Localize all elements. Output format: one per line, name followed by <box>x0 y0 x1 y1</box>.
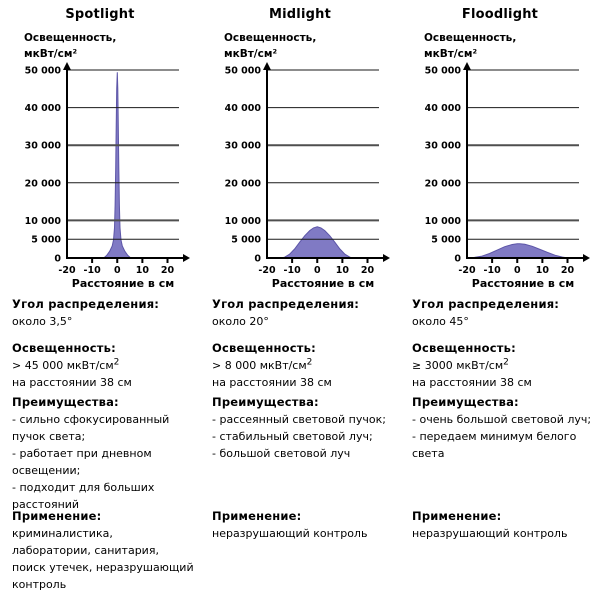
advantages-section <box>12 394 194 513</box>
y-tick-label-40000: 40 000 <box>24 103 61 115</box>
illuminance-value <box>212 357 394 374</box>
x-tick-label-10: 10 <box>135 265 149 276</box>
illuminance-heading: Освещенность: <box>212 341 316 355</box>
y-axis-arrowhead <box>463 62 471 70</box>
illuminance-distance: на расстоянии 38 см <box>12 376 132 389</box>
illuminance-section <box>412 340 594 391</box>
angle-heading: Угол распределения: <box>212 297 360 311</box>
angle-section <box>412 296 594 330</box>
advantage-item: - подходит для больших расстояний <box>12 481 155 511</box>
y-tick-label-30000: 30 000 <box>424 140 461 152</box>
advantages-heading: Преимущества: <box>212 395 319 409</box>
x-tick-label--10: -10 <box>483 265 501 276</box>
y-axis-label <box>224 30 316 62</box>
application-section <box>212 508 394 542</box>
chart-title-midlight: Midlight <box>269 7 331 22</box>
x-tick-label-10: 10 <box>535 265 549 276</box>
x-axis-title: Расстояние в см <box>71 277 175 290</box>
application-text: криминалистика, лаборатории, санитария, поиск утечек, неразрушающий контроль <box>12 527 194 591</box>
application-text: неразрушающий контроль <box>212 527 368 540</box>
y-tick-label-0: 0 <box>54 253 61 265</box>
illuminance-section <box>12 340 194 391</box>
y-axis-arrowhead <box>263 62 271 70</box>
y-tick-label-50000: 50 000 <box>224 65 261 77</box>
application-heading: Применение: <box>412 509 502 523</box>
illuminance-superscript: 2 <box>113 357 120 368</box>
x-tick-label-0: 0 <box>113 265 121 276</box>
beam-profile-area <box>468 244 568 258</box>
floodlight-beam-chart <box>400 60 600 292</box>
illuminance-value <box>412 357 594 374</box>
application-heading: Применение: <box>212 509 302 523</box>
application-heading: Применение: <box>12 509 102 523</box>
x-tick-label--20: -20 <box>458 265 476 276</box>
column-floodlight <box>400 0 600 591</box>
application-text: неразрушающий контроль <box>412 527 568 540</box>
y-tick-label-20000: 20 000 <box>224 178 261 190</box>
advantages-heading: Преимущества: <box>12 395 119 409</box>
x-tick-label--20: -20 <box>58 265 76 276</box>
y-tick-label-50000: 50 000 <box>24 65 61 77</box>
angle-section <box>12 296 194 330</box>
y-tick-label-30000: 30 000 <box>224 140 261 152</box>
x-tick-label--10: -10 <box>83 265 101 276</box>
beam-profile-area <box>281 227 354 258</box>
y-axis-label <box>24 30 116 62</box>
x-tick-label--20: -20 <box>258 265 276 276</box>
spotlight-beam-chart <box>0 60 200 292</box>
x-axis-arrowhead <box>583 254 590 262</box>
advantage-item: - стабильный световой луч; <box>212 430 373 443</box>
y-tick-label-10000: 10 000 <box>24 215 61 227</box>
angle-value: около 45° <box>412 315 469 328</box>
column-midlight <box>200 0 400 591</box>
x-axis-title: Расстояние в см <box>271 277 375 290</box>
advantages-section <box>212 394 394 462</box>
illuminance-value-text: > 45 000 мкВт/см <box>12 359 114 372</box>
x-tick-label-20: 20 <box>560 265 575 276</box>
advantage-item: - передаем минимум белого света <box>412 430 577 460</box>
advantages-heading: Преимущества: <box>412 395 519 409</box>
y-tick-label-5000: 5 000 <box>231 234 261 246</box>
y-tick-label-40000: 40 000 <box>424 103 461 115</box>
x-tick-label-0: 0 <box>513 265 521 276</box>
y-axis-label-line2: мкВт/см² <box>224 48 278 60</box>
x-axis-arrowhead <box>383 254 390 262</box>
illuminance-distance: на расстоянии 38 см <box>412 376 532 389</box>
y-tick-label-30000: 30 000 <box>24 140 61 152</box>
y-axis-label <box>424 30 516 62</box>
illuminance-heading: Освещенность: <box>412 341 516 355</box>
x-tick-label--10: -10 <box>283 265 301 276</box>
beam-profile-area <box>104 72 131 258</box>
y-tick-label-20000: 20 000 <box>24 178 61 190</box>
column-spotlight <box>0 0 200 591</box>
x-tick-label-20: 20 <box>360 265 375 276</box>
y-tick-label-40000: 40 000 <box>224 103 261 115</box>
x-axis-arrowhead <box>183 254 190 262</box>
angle-value: около 20° <box>212 315 269 328</box>
y-axis-label-line1: Освещенность, <box>224 32 317 44</box>
y-axis-label-line1: Освещенность, <box>424 32 517 44</box>
chart-title-floodlight: Floodlight <box>461 7 539 22</box>
x-axis-title: Расстояние в см <box>471 277 575 290</box>
application-section <box>412 508 594 542</box>
chart-title-spotlight: Spotlight <box>65 7 135 22</box>
y-axis-label-line1: Освещенность, <box>24 32 117 44</box>
advantage-item: - рассеянный световой пучок; <box>212 413 386 426</box>
angle-section <box>212 296 394 330</box>
application-section <box>12 508 194 593</box>
advantage-item: - сильно сфокусированный пучок света; <box>12 413 170 443</box>
x-tick-label-20: 20 <box>160 265 175 276</box>
y-tick-label-5000: 5 000 <box>31 234 61 246</box>
y-tick-label-10000: 10 000 <box>224 215 261 227</box>
advantages-section <box>412 394 594 462</box>
y-tick-label-50000: 50 000 <box>424 65 461 77</box>
x-tick-label-10: 10 <box>335 265 349 276</box>
y-tick-label-20000: 20 000 <box>424 178 461 190</box>
illuminance-superscript: 2 <box>503 357 509 368</box>
illuminance-value <box>12 357 194 374</box>
angle-value: около 3,5° <box>12 315 73 328</box>
illuminance-value-text: ≥ 3000 мкВт/см <box>412 359 504 372</box>
y-tick-label-0: 0 <box>454 253 461 265</box>
y-axis-label-line2: мкВт/см² <box>424 48 478 60</box>
advantage-item: - очень большой световой луч; <box>412 413 592 426</box>
y-tick-label-0: 0 <box>254 253 261 265</box>
advantage-item: - большой световой луч <box>212 447 351 460</box>
midlight-beam-chart <box>200 60 400 292</box>
y-axis-arrowhead <box>63 62 71 70</box>
illuminance-section <box>212 340 394 391</box>
illuminance-superscript: 2 <box>306 357 313 368</box>
y-axis-label-line2: мкВт/см² <box>24 48 78 60</box>
angle-heading: Угол распределения: <box>412 297 560 311</box>
x-tick-label-0: 0 <box>313 265 321 276</box>
illuminance-value-text: > 8 000 мкВт/см <box>212 359 307 372</box>
illuminance-heading: Освещенность: <box>12 341 116 355</box>
illuminance-distance: на расстоянии 38 см <box>212 376 332 389</box>
advantage-item: - работает при дневном освещении; <box>12 447 152 477</box>
y-tick-label-5000: 5 000 <box>431 234 461 246</box>
angle-heading: Угол распределения: <box>12 297 160 311</box>
y-tick-label-10000: 10 000 <box>424 215 461 227</box>
